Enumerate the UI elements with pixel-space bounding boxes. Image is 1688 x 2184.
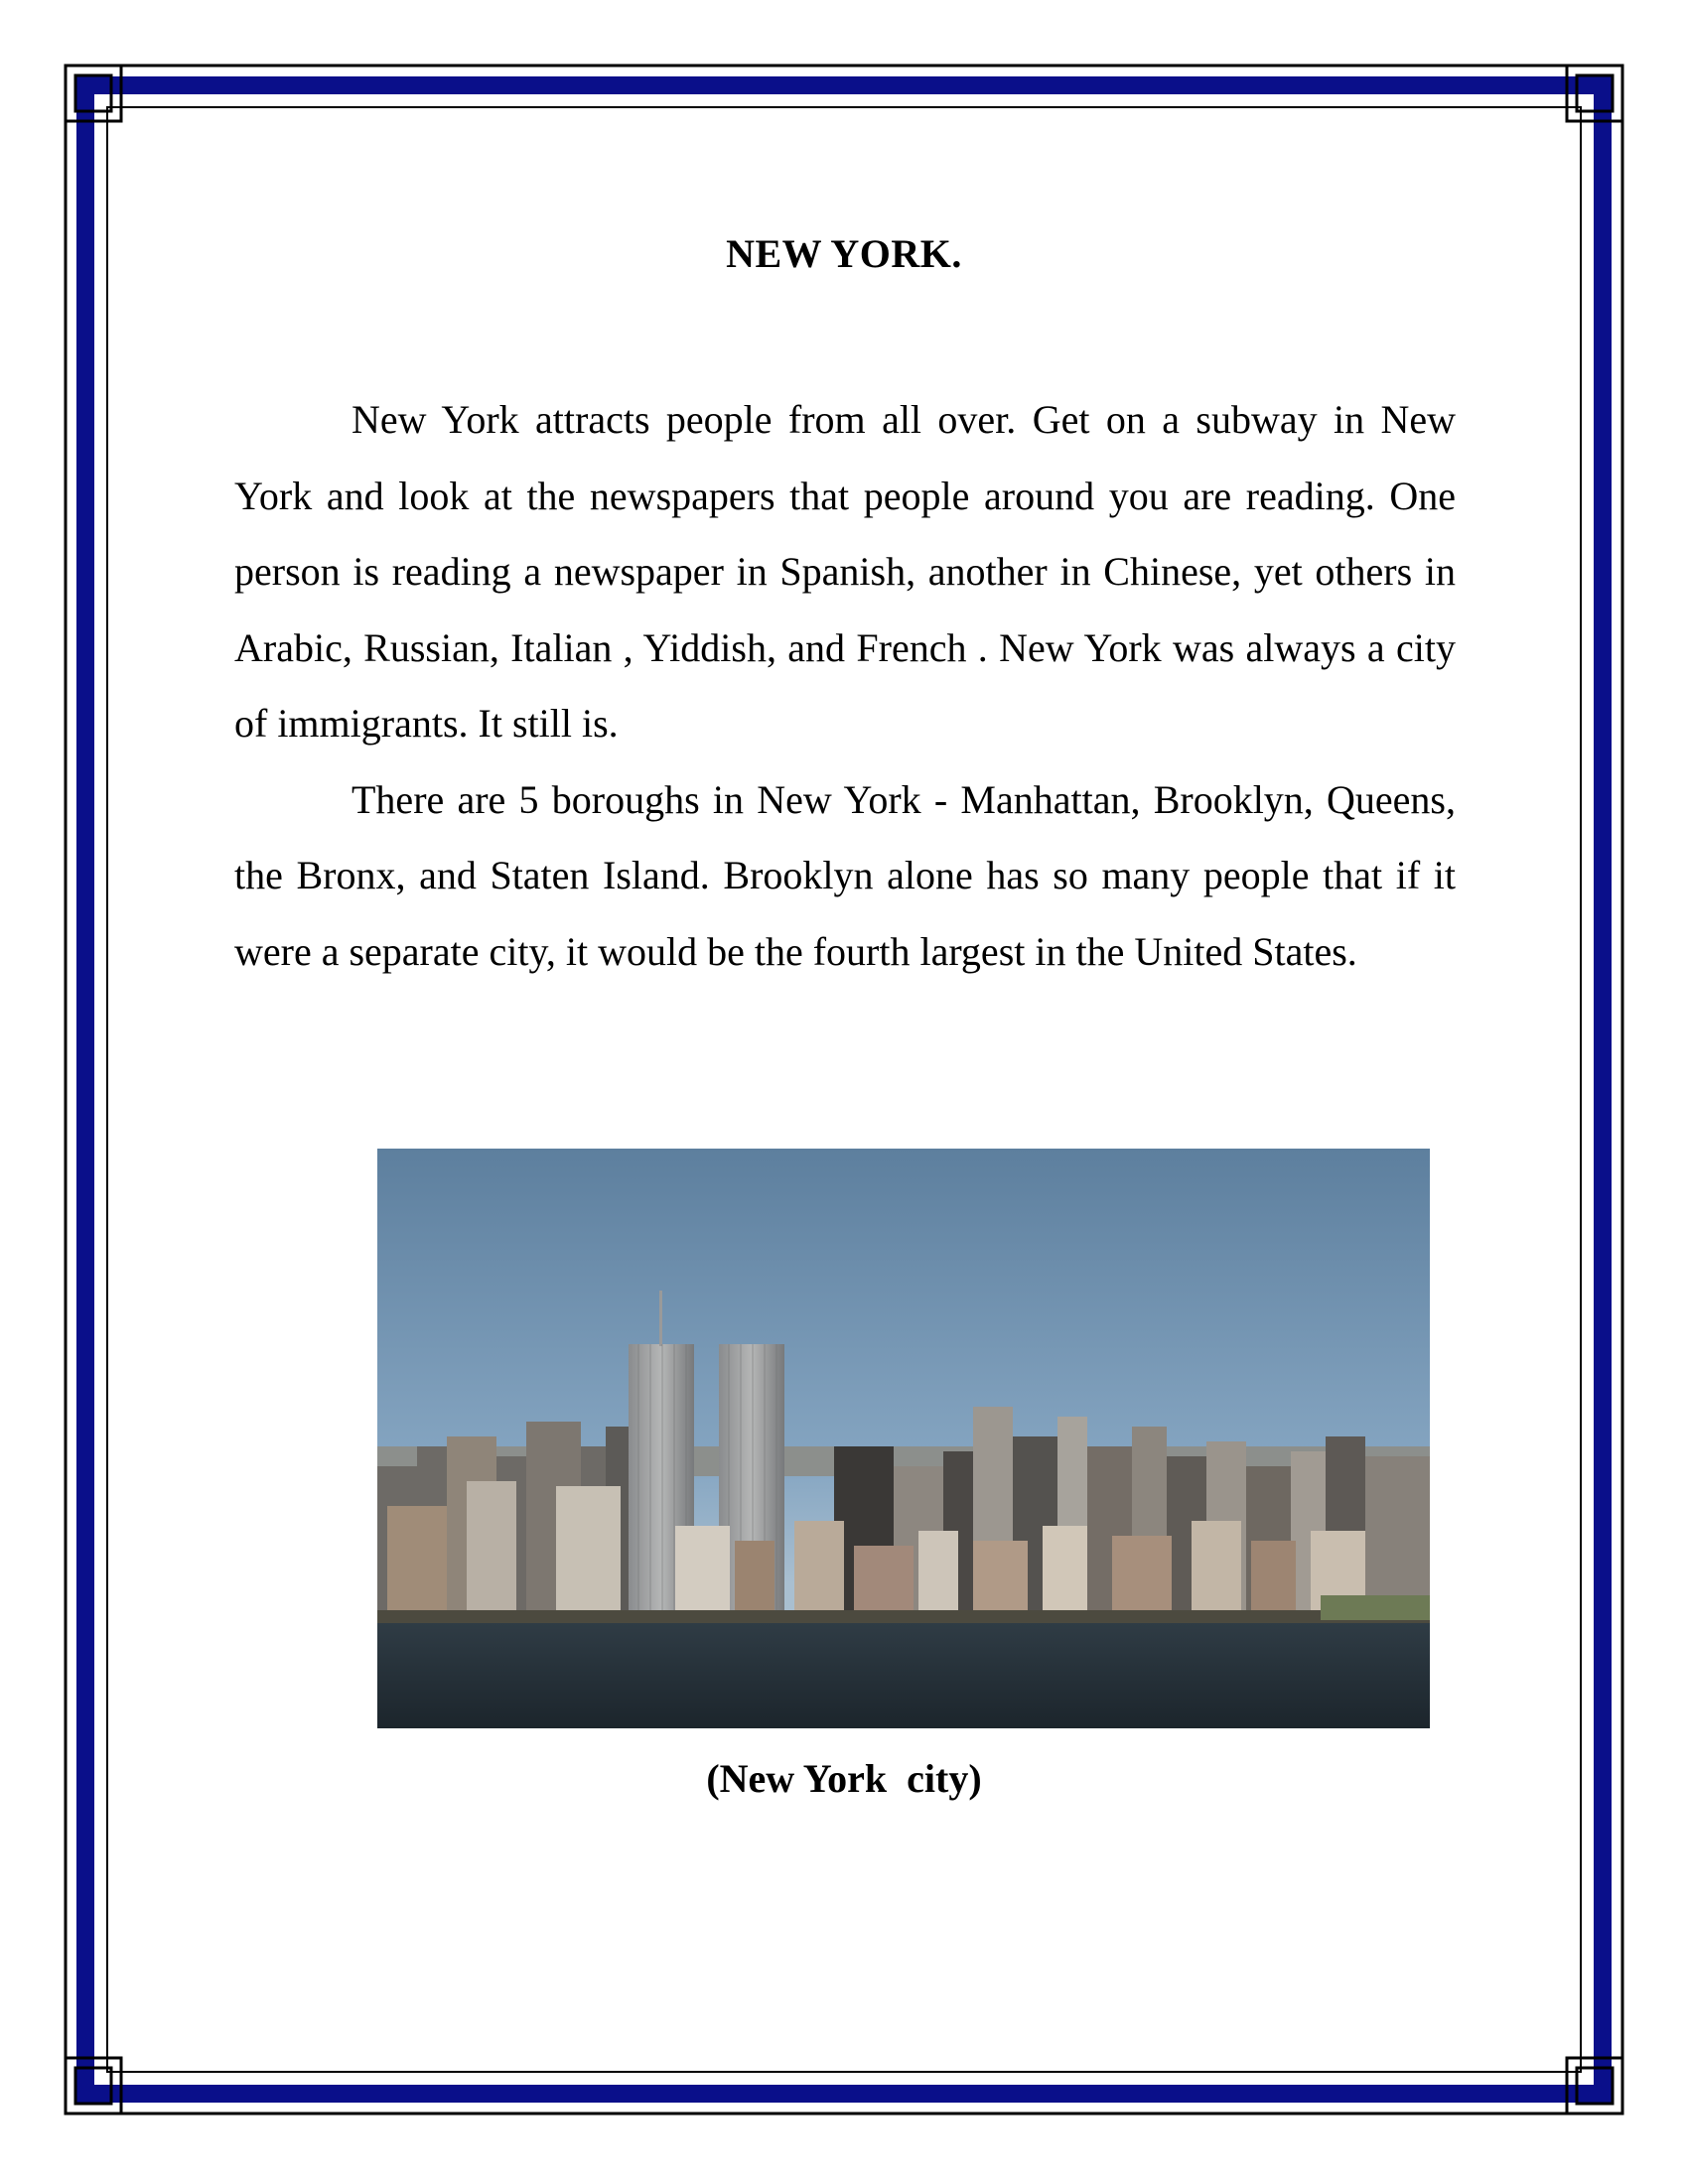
paragraph-2: There are 5 boroughs in New York - Manhattan, Brooklyn, Queens, the Bronx, and Staten Island. Brooklyn alone has so many people that if it were a separate city, it would be the fourth largest in the United States. <box>234 776 1456 974</box>
new-york-skyline-photo <box>377 1149 1430 1728</box>
body-text <box>234 382 1456 990</box>
image-caption: (New York city) <box>706 1756 982 1801</box>
paragraph-1: New York attracts people from all over. Get on a subway in New York and look at the newspapers that people around you are reading. One person is reading a newspaper in Spanish, another in Chinese, yet others in Arabic, Russian, Italian , Yiddish, and French . New York was always a city of immigrants. It still is. <box>234 397 1456 746</box>
document-title: NEW YORK. <box>726 231 962 276</box>
